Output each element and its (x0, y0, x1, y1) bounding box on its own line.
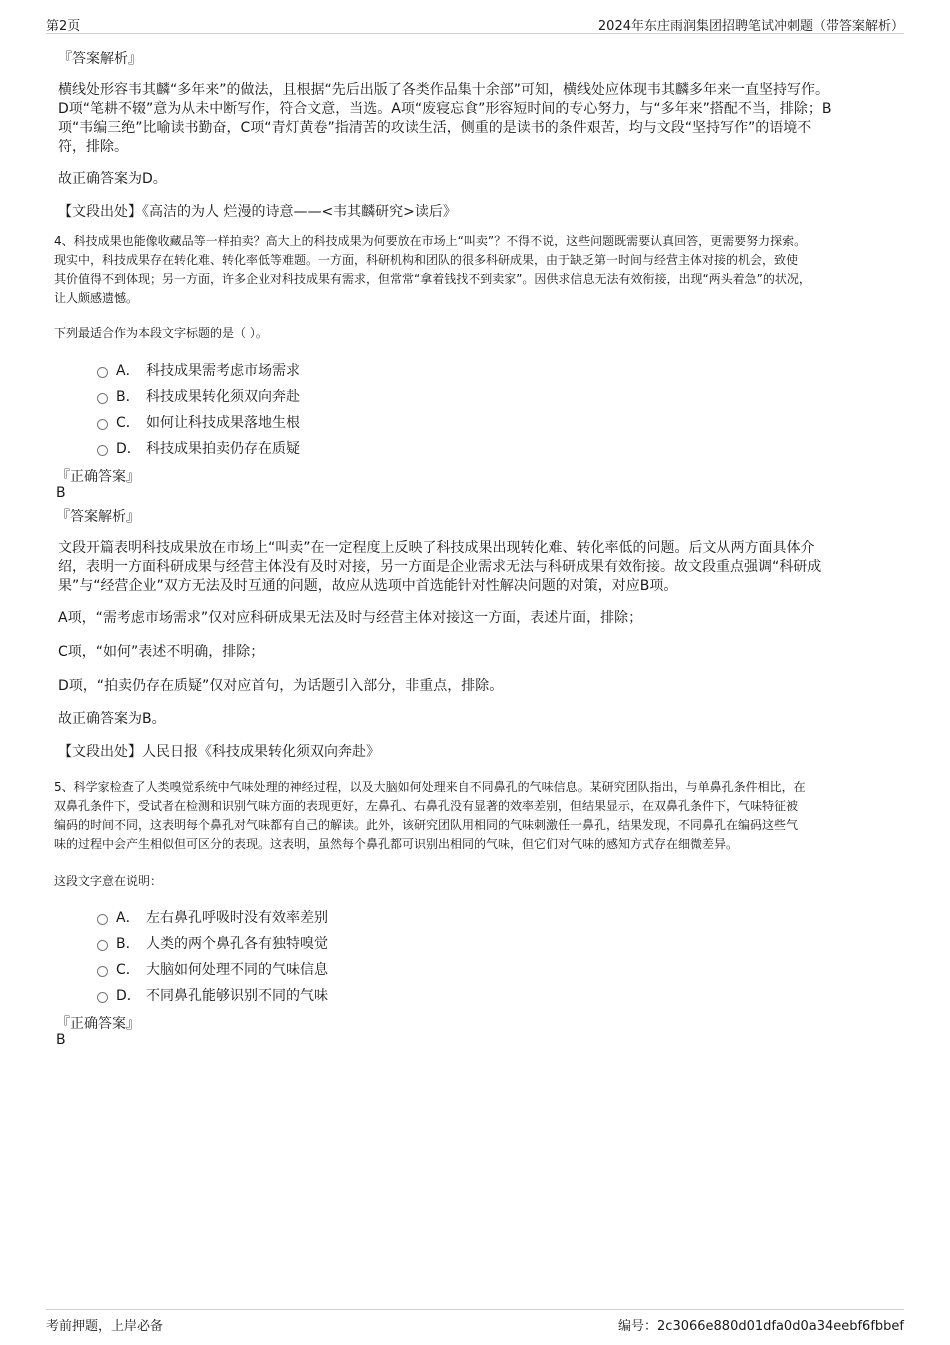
option-letter: C． (116, 962, 140, 978)
option-letter: A． (116, 910, 140, 926)
q5-option-c[interactable] (97, 959, 328, 979)
radio-icon[interactable] (97, 940, 108, 951)
radio-icon[interactable] (97, 367, 108, 378)
q5-answer-label: 『正确答案』 (56, 1016, 140, 1032)
page-footer (46, 1309, 904, 1338)
option-letter: B． (116, 389, 140, 405)
q4-point-c: C项，“如何”表述不明确，排除； (58, 644, 265, 660)
option-letter: D． (116, 988, 141, 1004)
option-letter: A． (116, 363, 140, 379)
radio-icon[interactable] (97, 966, 108, 977)
q5-text-line: 编码的时间不同，这表明每个鼻孔对气味都有自己的解读。此外，该研究团队用相同的气味刺激任一鼻孔，结果发现，不同鼻孔在编码这些气 (54, 818, 799, 832)
option-letter: D． (116, 441, 141, 457)
q5-answer: B (56, 1032, 66, 1048)
q5-text-line: 5、科学家检查了人类嗅觉系统中气味处理的神经过程，以及大脑如何处理来自不同鼻孔的气味信息。某研究团队指出，与单鼻孔条件相比，在 (54, 780, 806, 794)
q5-option-d[interactable] (97, 985, 328, 1005)
q3-source: 【文段出处】《高洁的为人 烂漫的诗意——<韦其麟研究>读后》 (58, 204, 457, 220)
q3-analysis-line: 符，排除。 (58, 139, 128, 155)
page-header (46, 13, 904, 34)
q3-analysis-line: D项“笔耕不辍”意为从未中断写作，符合文意，当选。A项“废寝忘食”形容短时间的专心努力，与“多年来”搭配不当，排除；B (58, 101, 832, 117)
q5-question-text (54, 778, 900, 854)
q5-option-b[interactable] (97, 933, 328, 953)
q5-text-line: 味的过程中会产生相似但可区分的表现。这表明，虽然每个鼻孔都可识别出相同的气味，但它们对气味的感知方式存在细微差异。 (54, 837, 739, 851)
option-text: 左右鼻孔呼吸时没有效率差别 (146, 910, 328, 926)
q5-text-line: 双鼻孔条件下，受试者在检测和识别气味方面的表现更好，左鼻孔、右鼻孔没有显著的效率差别，但结果显示，在双鼻孔条件下，气味特征被 (54, 799, 799, 813)
q4-point-a: A项，“需考虑市场需求”仅对应科研成果无法及时与经营主体对接这一方面，表述片面，排除； (58, 610, 643, 626)
q5-option-a[interactable] (97, 907, 328, 927)
option-letter: C． (116, 415, 140, 431)
q4-option-d[interactable] (97, 438, 300, 458)
document-title: 2024年东庄雨润集团招聘笔试冲刺题（带答案解析） (597, 19, 904, 34)
option-text: 科技成果转化须双向奔赴 (146, 389, 300, 405)
q4-analysis-text (58, 539, 898, 596)
page-number: 第2页 (46, 19, 81, 34)
q4-answer-label: 『正确答案』 (56, 469, 140, 485)
option-text: 不同鼻孔能够识别不同的气味 (146, 988, 328, 1004)
q4-prompt: 下列最适合作为本段文字标题的是（ ）。 (54, 326, 268, 340)
radio-icon[interactable] (97, 445, 108, 456)
q4-analysis-line: 果”与“经营企业”双方无法及时互通的问题，故应从选项中首选能针对性解决问题的对策，对应B项。 (58, 578, 678, 594)
radio-icon[interactable] (97, 419, 108, 430)
option-text: 科技成果拍卖仍存在质疑 (146, 441, 300, 457)
q4-answer: B (56, 485, 66, 501)
option-text: 大脑如何处理不同的气味信息 (146, 962, 328, 978)
q4-source: 【文段出处】人民日报《科技成果转化须双向奔赴》 (58, 744, 380, 760)
option-text: 如何让科技成果落地生根 (146, 415, 300, 431)
radio-icon[interactable] (97, 393, 108, 404)
footer-serial: 编号：2c3066e880d01dfa0d0a34eebf6fbbef (618, 1319, 904, 1334)
q4-question-text (54, 232, 900, 308)
q3-analysis-line: 项“韦编三绝”比喻读书勤奋，C项“青灯黄卷”指清苦的攻读生活，侧重的是读书的条件艰苦，均与文段“坚持写作”的语境不 (58, 120, 812, 136)
q3-analysis-line: 横线处形容韦其麟“多年来”的做法，且根据“先后出版了各类作品集十余部”可知，横线处应体现韦其麟多年来一直坚持写作。 (58, 82, 830, 98)
q3-analysis-text (58, 81, 898, 157)
q4-point-d: D项，“拍卖仍存在质疑”仅对应首句，为话题引入部分，非重点，排除。 (58, 678, 504, 694)
q4-text-line: 让人颇感遗憾。 (54, 291, 139, 305)
q4-option-b[interactable] (97, 386, 300, 406)
q4-text-line: 4、科技成果也能像收藏品等一样拍卖？高大上的科技成果为何要放在市场上“叫卖”？不得不说，这些问题既需要认真回答，更需要努力探索。 (54, 234, 807, 248)
option-text: 科技成果需考虑市场需求 (146, 363, 300, 379)
radio-icon[interactable] (97, 914, 108, 925)
q4-text-line: 其价值得不到体现；另一方面，许多企业对科技成果有需求，但常常“拿着钱找不到卖家”。因供求信息无法有效衔接，出现“两头着急”的状况， (54, 272, 811, 286)
option-letter: B． (116, 936, 140, 952)
q4-conclusion: 故正确答案为B。 (58, 711, 166, 727)
q3-analysis-label: 『答案解析』 (58, 51, 142, 67)
footer-slogan: 考前押题，上岸必备 (46, 1319, 164, 1334)
q4-analysis-line: 绍，表明一方面科研成果与经营主体没有及时对接，另一方面是企业需求无法与科研成果有效衔接。故文段重点强调“科研成 (58, 559, 822, 575)
radio-icon[interactable] (97, 992, 108, 1003)
q4-analysis-label: 『答案解析』 (56, 509, 140, 525)
q5-prompt: 这段文字意在说明： (54, 874, 163, 888)
q4-text-line: 现实中，科技成果存在转化难、转化率低等难题。一方面，科研机构和团队的很多科研成果，由于缺乏第一时间与经营主体对接的机会，致使 (54, 253, 799, 267)
q4-option-c[interactable] (97, 412, 300, 432)
q3-conclusion: 故正确答案为D。 (58, 171, 167, 187)
q4-analysis-line: 文段开篇表明科技成果放在市场上“叫卖”在一定程度上反映了科技成果出现转化难、转化率低的问题。后文从两方面具体介 (58, 540, 815, 556)
q4-option-a[interactable] (97, 360, 300, 380)
option-text: 人类的两个鼻孔各有独特嗅觉 (146, 936, 328, 952)
